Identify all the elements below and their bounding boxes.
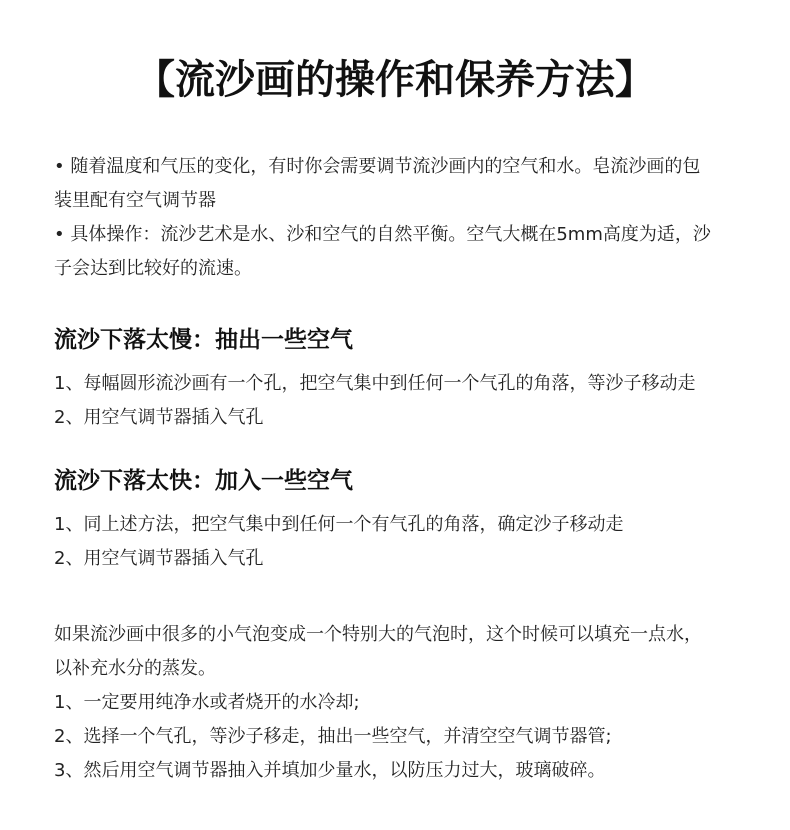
intro-section <box>54 150 744 286</box>
intro-line: • 随着温度和气压的变化，有时你会需要调节流沙画内的空气和水。皂流沙画的包 <box>54 156 701 177</box>
fast-flow-steps <box>54 508 744 576</box>
note-line: 如果流沙画中很多的小气泡变成一个特别大的气泡时，这个时候可以填充一点水， <box>54 624 702 645</box>
intro-line: 装里配有空气调节器 <box>54 190 216 211</box>
step-item: 3、然后用空气调节器抽入并填加少量水，以防压力过大，玻璃破碎。 <box>54 760 606 781</box>
step-item: 1、一定要用纯净水或者烧开的水冷却; <box>54 692 360 713</box>
step-item: 1、每幅圆形流沙画有一个孔，把空气集中到任何一个气孔的角落，等沙子移动走 <box>54 373 696 394</box>
slow-flow-heading: 流沙下落太慢：抽出一些空气 <box>54 327 353 353</box>
intro-line: 子会达到比较好的流速。 <box>54 258 252 279</box>
bubble-note-section <box>54 618 744 788</box>
page-title: 【流沙画的操作和保养方法】 <box>135 57 655 103</box>
fast-flow-heading: 流沙下落太快：加入一些空气 <box>54 468 353 494</box>
intro-line: • 具体操作：流沙艺术是水、沙和空气的自然平衡。空气大概在5mm高度为适，沙 <box>54 224 711 245</box>
step-item: 1、同上述方法，把空气集中到任何一个有气孔的角落，确定沙子移动走 <box>54 514 624 535</box>
step-item: 2、用空气调节器插入气孔 <box>54 407 264 428</box>
slow-flow-steps <box>54 367 744 435</box>
step-item: 2、选择一个气孔，等沙子移走，抽出一些空气，并清空空气调节器管; <box>54 726 612 747</box>
step-item: 2、用空气调节器插入气孔 <box>54 548 264 569</box>
note-line: 以补充水分的蒸发。 <box>54 658 216 679</box>
